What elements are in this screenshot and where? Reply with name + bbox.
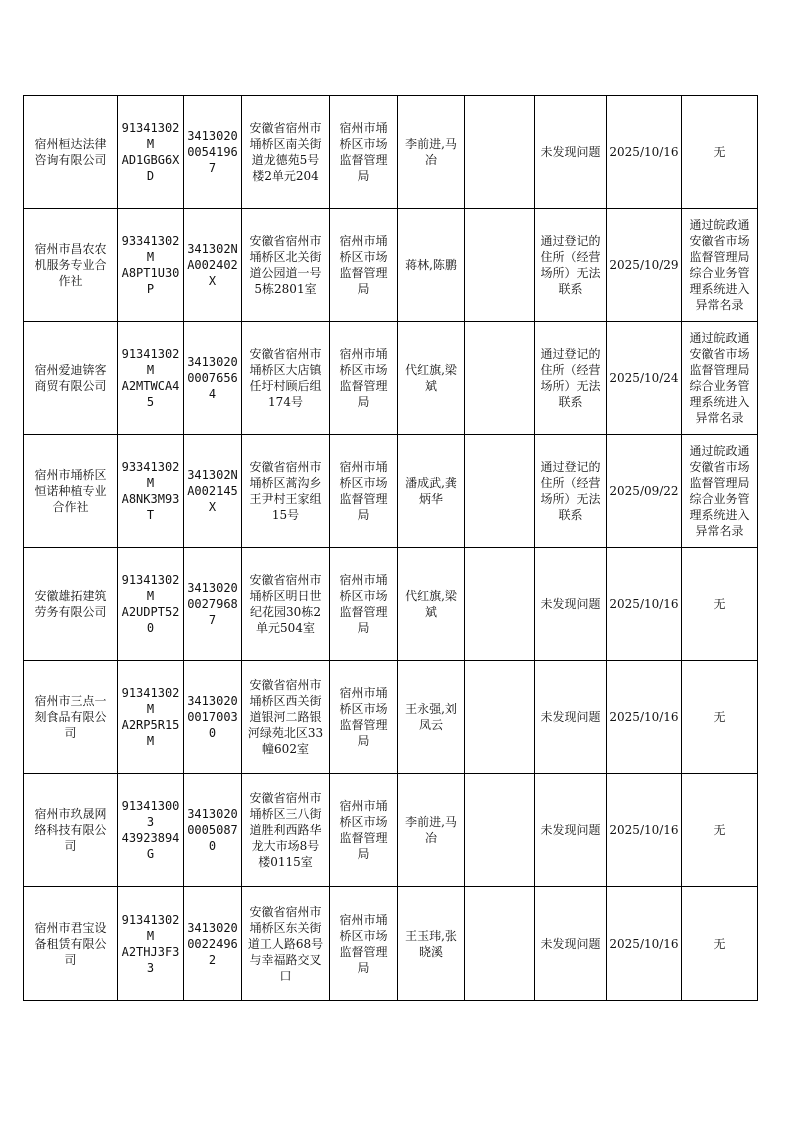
blank-cell xyxy=(465,209,535,322)
registration-number-cell: 3413020 0007656 4 xyxy=(184,322,242,435)
inspectors-cell: 王永强,刘 凤云 xyxy=(398,661,465,774)
registration-number-cell: 3413020 0022496 2 xyxy=(184,887,242,1001)
company-name-cell: 宿州市埇桥区 恒诺种植专业 合作社 xyxy=(24,435,118,548)
company-name-cell: 宿州市玖晟网 络科技有限公 司 xyxy=(24,774,118,887)
inspectors-cell: 王玉玮,张 晓溪 xyxy=(398,887,465,1001)
date-cell: 2025/10/24 xyxy=(607,322,682,435)
table-row xyxy=(24,774,758,887)
table-row xyxy=(24,96,758,209)
address-cell: 安徽省宿州市 埇桥区南关街 道龙德苑5号 楼2单元204 xyxy=(242,96,330,209)
company-name-cell: 宿州市三点一 刻食品有限公 司 xyxy=(24,661,118,774)
blank-cell xyxy=(465,774,535,887)
table-row xyxy=(24,887,758,1001)
inspection-results-table xyxy=(23,95,758,1001)
action-cell: 无 xyxy=(682,548,758,661)
registration-number-cell: 3413020 0017003 0 xyxy=(184,661,242,774)
registration-number-cell: 341302N A002145 X xyxy=(184,435,242,548)
credit-code-cell: 91341302M A2UDPT520 xyxy=(118,548,184,661)
inspectors-cell: 代红旗,梁 斌 xyxy=(398,322,465,435)
blank-cell xyxy=(465,96,535,209)
company-name-cell: 安徽雄拓建筑 劳务有限公司 xyxy=(24,548,118,661)
result-cell: 未发现问题 xyxy=(535,661,607,774)
date-cell: 2025/10/16 xyxy=(607,887,682,1001)
action-cell: 无 xyxy=(682,887,758,1001)
authority-cell: 宿州市埇 桥区市场 监督管理 局 xyxy=(330,774,398,887)
authority-cell: 宿州市埇 桥区市场 监督管理 局 xyxy=(330,661,398,774)
blank-cell xyxy=(465,548,535,661)
inspectors-cell: 蒋林,陈鹏 xyxy=(398,209,465,322)
table-row xyxy=(24,322,758,435)
company-name-cell: 宿州市昌农农 机服务专业合 作社 xyxy=(24,209,118,322)
action-cell: 通过皖政通 安徽省市场 监督管理局 综合业务管 理系统进入 异常名录 xyxy=(682,435,758,548)
blank-cell xyxy=(465,661,535,774)
inspectors-cell: 潘成武,龚 炳华 xyxy=(398,435,465,548)
authority-cell: 宿州市埇 桥区市场 监督管理 局 xyxy=(330,96,398,209)
inspectors-cell: 李前进,马 冶 xyxy=(398,774,465,887)
action-cell: 无 xyxy=(682,774,758,887)
result-cell: 未发现问题 xyxy=(535,548,607,661)
result-cell: 未发现问题 xyxy=(535,774,607,887)
registration-number-cell: 3413020 0005087 0 xyxy=(184,774,242,887)
credit-code-cell: 91341302M AD1GBG6XD xyxy=(118,96,184,209)
result-cell: 通过登记的 住所（经营 场所）无法 联系 xyxy=(535,209,607,322)
table-body xyxy=(24,96,758,1001)
registration-number-cell: 3413020 0054196 7 xyxy=(184,96,242,209)
address-cell: 安徽省宿州市 埇桥区北关街 道公园道一号 5栋2801室 xyxy=(242,209,330,322)
address-cell: 安徽省宿州市 埇桥区三八街 道胜利西路华 龙大市场8号 楼0115室 xyxy=(242,774,330,887)
action-cell: 通过皖政通 安徽省市场 监督管理局 综合业务管 理系统进入 异常名录 xyxy=(682,322,758,435)
table-row xyxy=(24,435,758,548)
table-row xyxy=(24,209,758,322)
result-cell: 未发现问题 xyxy=(535,96,607,209)
date-cell: 2025/10/16 xyxy=(607,548,682,661)
authority-cell: 宿州市埇 桥区市场 监督管理 局 xyxy=(330,209,398,322)
address-cell: 安徽省宿州市 埇桥区东关街 道工人路68号 与幸福路交叉 口 xyxy=(242,887,330,1001)
registration-number-cell: 341302N A002402 X xyxy=(184,209,242,322)
date-cell: 2025/09/22 xyxy=(607,435,682,548)
credit-code-cell: 91341302M A2MTWCA45 xyxy=(118,322,184,435)
date-cell: 2025/10/16 xyxy=(607,774,682,887)
credit-code-cell: 93341302M A8NK3M93T xyxy=(118,435,184,548)
address-cell: 安徽省宿州市 埇桥区明日世 纪花园30栋2 单元504室 xyxy=(242,548,330,661)
company-name-cell: 宿州桓达法律 咨询有限公司 xyxy=(24,96,118,209)
blank-cell xyxy=(465,887,535,1001)
address-cell: 安徽省宿州市 埇桥区蒿沟乡 王尹村王家组 15号 xyxy=(242,435,330,548)
result-cell: 未发现问题 xyxy=(535,887,607,1001)
authority-cell: 宿州市埇 桥区市场 监督管理 局 xyxy=(330,548,398,661)
company-name-cell: 宿州市君宝设 备租赁有限公 司 xyxy=(24,887,118,1001)
result-cell: 通过登记的 住所（经营 场所）无法 联系 xyxy=(535,322,607,435)
address-cell: 安徽省宿州市 埇桥区大店镇 任圩村顾后组 174号 xyxy=(242,322,330,435)
registration-number-cell: 3413020 0027968 7 xyxy=(184,548,242,661)
date-cell: 2025/10/29 xyxy=(607,209,682,322)
action-cell: 通过皖政通 安徽省市场 监督管理局 综合业务管 理系统进入 异常名录 xyxy=(682,209,758,322)
date-cell: 2025/10/16 xyxy=(607,661,682,774)
result-cell: 通过登记的 住所（经营 场所）无法 联系 xyxy=(535,435,607,548)
authority-cell: 宿州市埇 桥区市场 监督管理 局 xyxy=(330,887,398,1001)
credit-code-cell: 93341302M A8PT1U30P xyxy=(118,209,184,322)
blank-cell xyxy=(465,435,535,548)
blank-cell xyxy=(465,322,535,435)
inspectors-cell: 代红旗,梁 斌 xyxy=(398,548,465,661)
action-cell: 无 xyxy=(682,96,758,209)
credit-code-cell: 91341302M A2THJ3F33 xyxy=(118,887,184,1001)
action-cell: 无 xyxy=(682,661,758,774)
credit-code-cell: 91341302M A2RP5R15M xyxy=(118,661,184,774)
inspectors-cell: 李前进,马 冶 xyxy=(398,96,465,209)
credit-code-cell: 913413003 43923894G xyxy=(118,774,184,887)
table-row xyxy=(24,548,758,661)
address-cell: 安徽省宿州市 埇桥区西关街 道银河二路银 河绿苑北区33 幢602室 xyxy=(242,661,330,774)
table-row xyxy=(24,661,758,774)
authority-cell: 宿州市埇 桥区市场 监督管理 局 xyxy=(330,435,398,548)
date-cell: 2025/10/16 xyxy=(607,96,682,209)
authority-cell: 宿州市埇 桥区市场 监督管理 局 xyxy=(330,322,398,435)
company-name-cell: 宿州爱迪锛客 商贸有限公司 xyxy=(24,322,118,435)
